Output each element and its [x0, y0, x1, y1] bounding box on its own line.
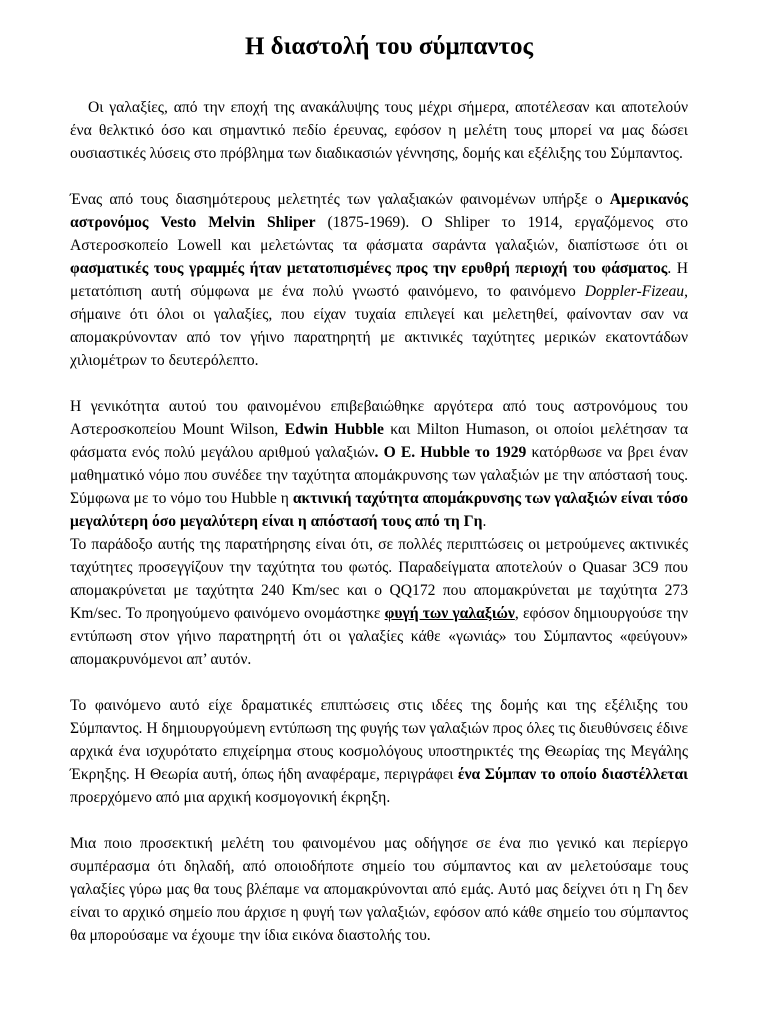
paragraph-conclusion: Μια ποιο προσεκτική μελέτη του φαινομένου μας οδήγησε σε ένα πιο γενικό και περίεργο συμπέρασμα ότι δηλαδή, από οποιοδήποτε σημείο του σύμπαντος και αν μελετούσαμε τους γαλαξίες γύρω μας θα τους βλέπαμε να απομακρύνονται από εμάς. Αυτό μας δείχνει ότι η Γη δεν είναι το αρχικό σημείο που άρχισε η φυγή των γαλαξιών, εφόσον από κάθε σημείο του σύμπαντος θα μπορούσαμε να έχουμε την ίδια εικόνα διαστολής του.	[70, 835, 688, 944]
paragraph-big-bang: Το φαινόμενο αυτό είχε δραματικές επιπτώσεις στις ιδέες της δομής και της εξέλιξης του Σύμπαντος. Η δημιουργούμενη εντύπωση της φυγής των γαλαξιών προς όλες τις διευθύνσεις έδινε αρχικά ένα ισχυρότατο επιχείρημα στους κοσμολόγους υποστηρικτές της Θεωρίας της Μεγάλης Έκρηξης. Η Θεωρία αυτή, όπως ήδη αναφέραμε, περιγράφει ένα Σύμπαν το οποίο διαστέλλεται προερχόμενο από μια αρχική κοσμογονική έκρηξη.	[70, 697, 688, 806]
page-title: Η διαστολή του σύμπαντος	[244, 33, 534, 60]
paragraph-hubble: Η γενικότητα αυτού του φαινομένου επιβεβαιώθηκε αργότερα από τους αστρονόμους του Αστεροσκοπείου Mount Wilson, Edwin Hubble και Milton Humason, οι οποίοι μελέτησαν τα φάσματα ενός πολύ μεγάλου αριθμού γαλαξιών. Ο Ε. Hubble το 1929 κατόρθωσε να βρει έναν μαθηματικό νόμο που συνέδεε την ταχύτητα απομάκρυνσης των γαλαξιών με την απόστασή τους. Σύμφωνα με το νόμο του Hubble η ακτινική ταχύτητα απομάκρυνσης των γαλαξιών είναι τόσο μεγαλύτερη όσο μεγαλύτερη είναι η απόστασή τους από τη Γη.	[70, 398, 689, 530]
paragraph-paradox: Το παράδοξο αυτής της παρατήρησης είναι ότι, σε πολλές περιπτώσεις οι μετρούμενες ακτινικές ταχύτητες προσεγγίζουν την ταχύτητα του φωτός. Παραδείγματα αποτελούν ο Quasar 3C9 που απομακρύνεται με ταχύτητα 240 Km/sec και ο QQ172 που απομακρύνεται με ταχύτητα 273 Km/sec. Το προηγούμενο φαινόμενο ονομάστηκε φυγή των γαλαξιών, εφόσον δημιουργούσε την εντύπωση στον γήινο παρατηρητή ότι οι γαλαξίες κάθε «γωνιάς» του Σύμπαντος «φεύγουν» απομακρυνόμενοι απ’ αυτόν.	[70, 536, 688, 668]
paragraph-intro: Οι γαλαξίες, από την εποχή της ανακάλυψης τους μέχρι σήμερα, αποτέλεσαν και αποτελούν ένα θελκτικό όσο και σημαντικό πεδίο έρευνας, εφόσον η μελέτη τους μπορεί να μας δώσει ουσιαστικές λύσεις στο πρόβλημα των διαδικασιών γέννησης, δομής και εξέλιξης του Σύμπαντος.	[70, 99, 688, 162]
paragraph-shliper: Ένας από τους διασημότερους μελετητές των γαλαξιακών φαινομένων υπήρξε ο Αμερικανός αστρονόμος Vesto Melvin Shliper (1875-1969). Ο Shliper το 1914, εργαζόμενος στο Αστεροσκοπείο Lowell και μελετώντας τα φάσματα σαράντα γαλαξιών, διαπίστωσε ότι οι φασματικές τους γραμμές ήταν μετατοπισμένες προς την ερυθρή περιοχή του φάσματος. Η μετατόπιση αυτή σύμφωνα με ένα πολύ γνωστό φαινόμενο, το φαινόμενο Doppler-Fizeau, σήμαινε ότι όλοι οι γαλαξίες, που είχαν τυχαία επιλεγεί και μελετηθεί, φαίνονταν σαν να απομακρύνονταν από τον γήινο παρατηρητή με ακτινικές ταχύτητες μερικών εκατοντάδων χιλιομέτρων το δευτερόλεπτο.	[70, 191, 689, 369]
